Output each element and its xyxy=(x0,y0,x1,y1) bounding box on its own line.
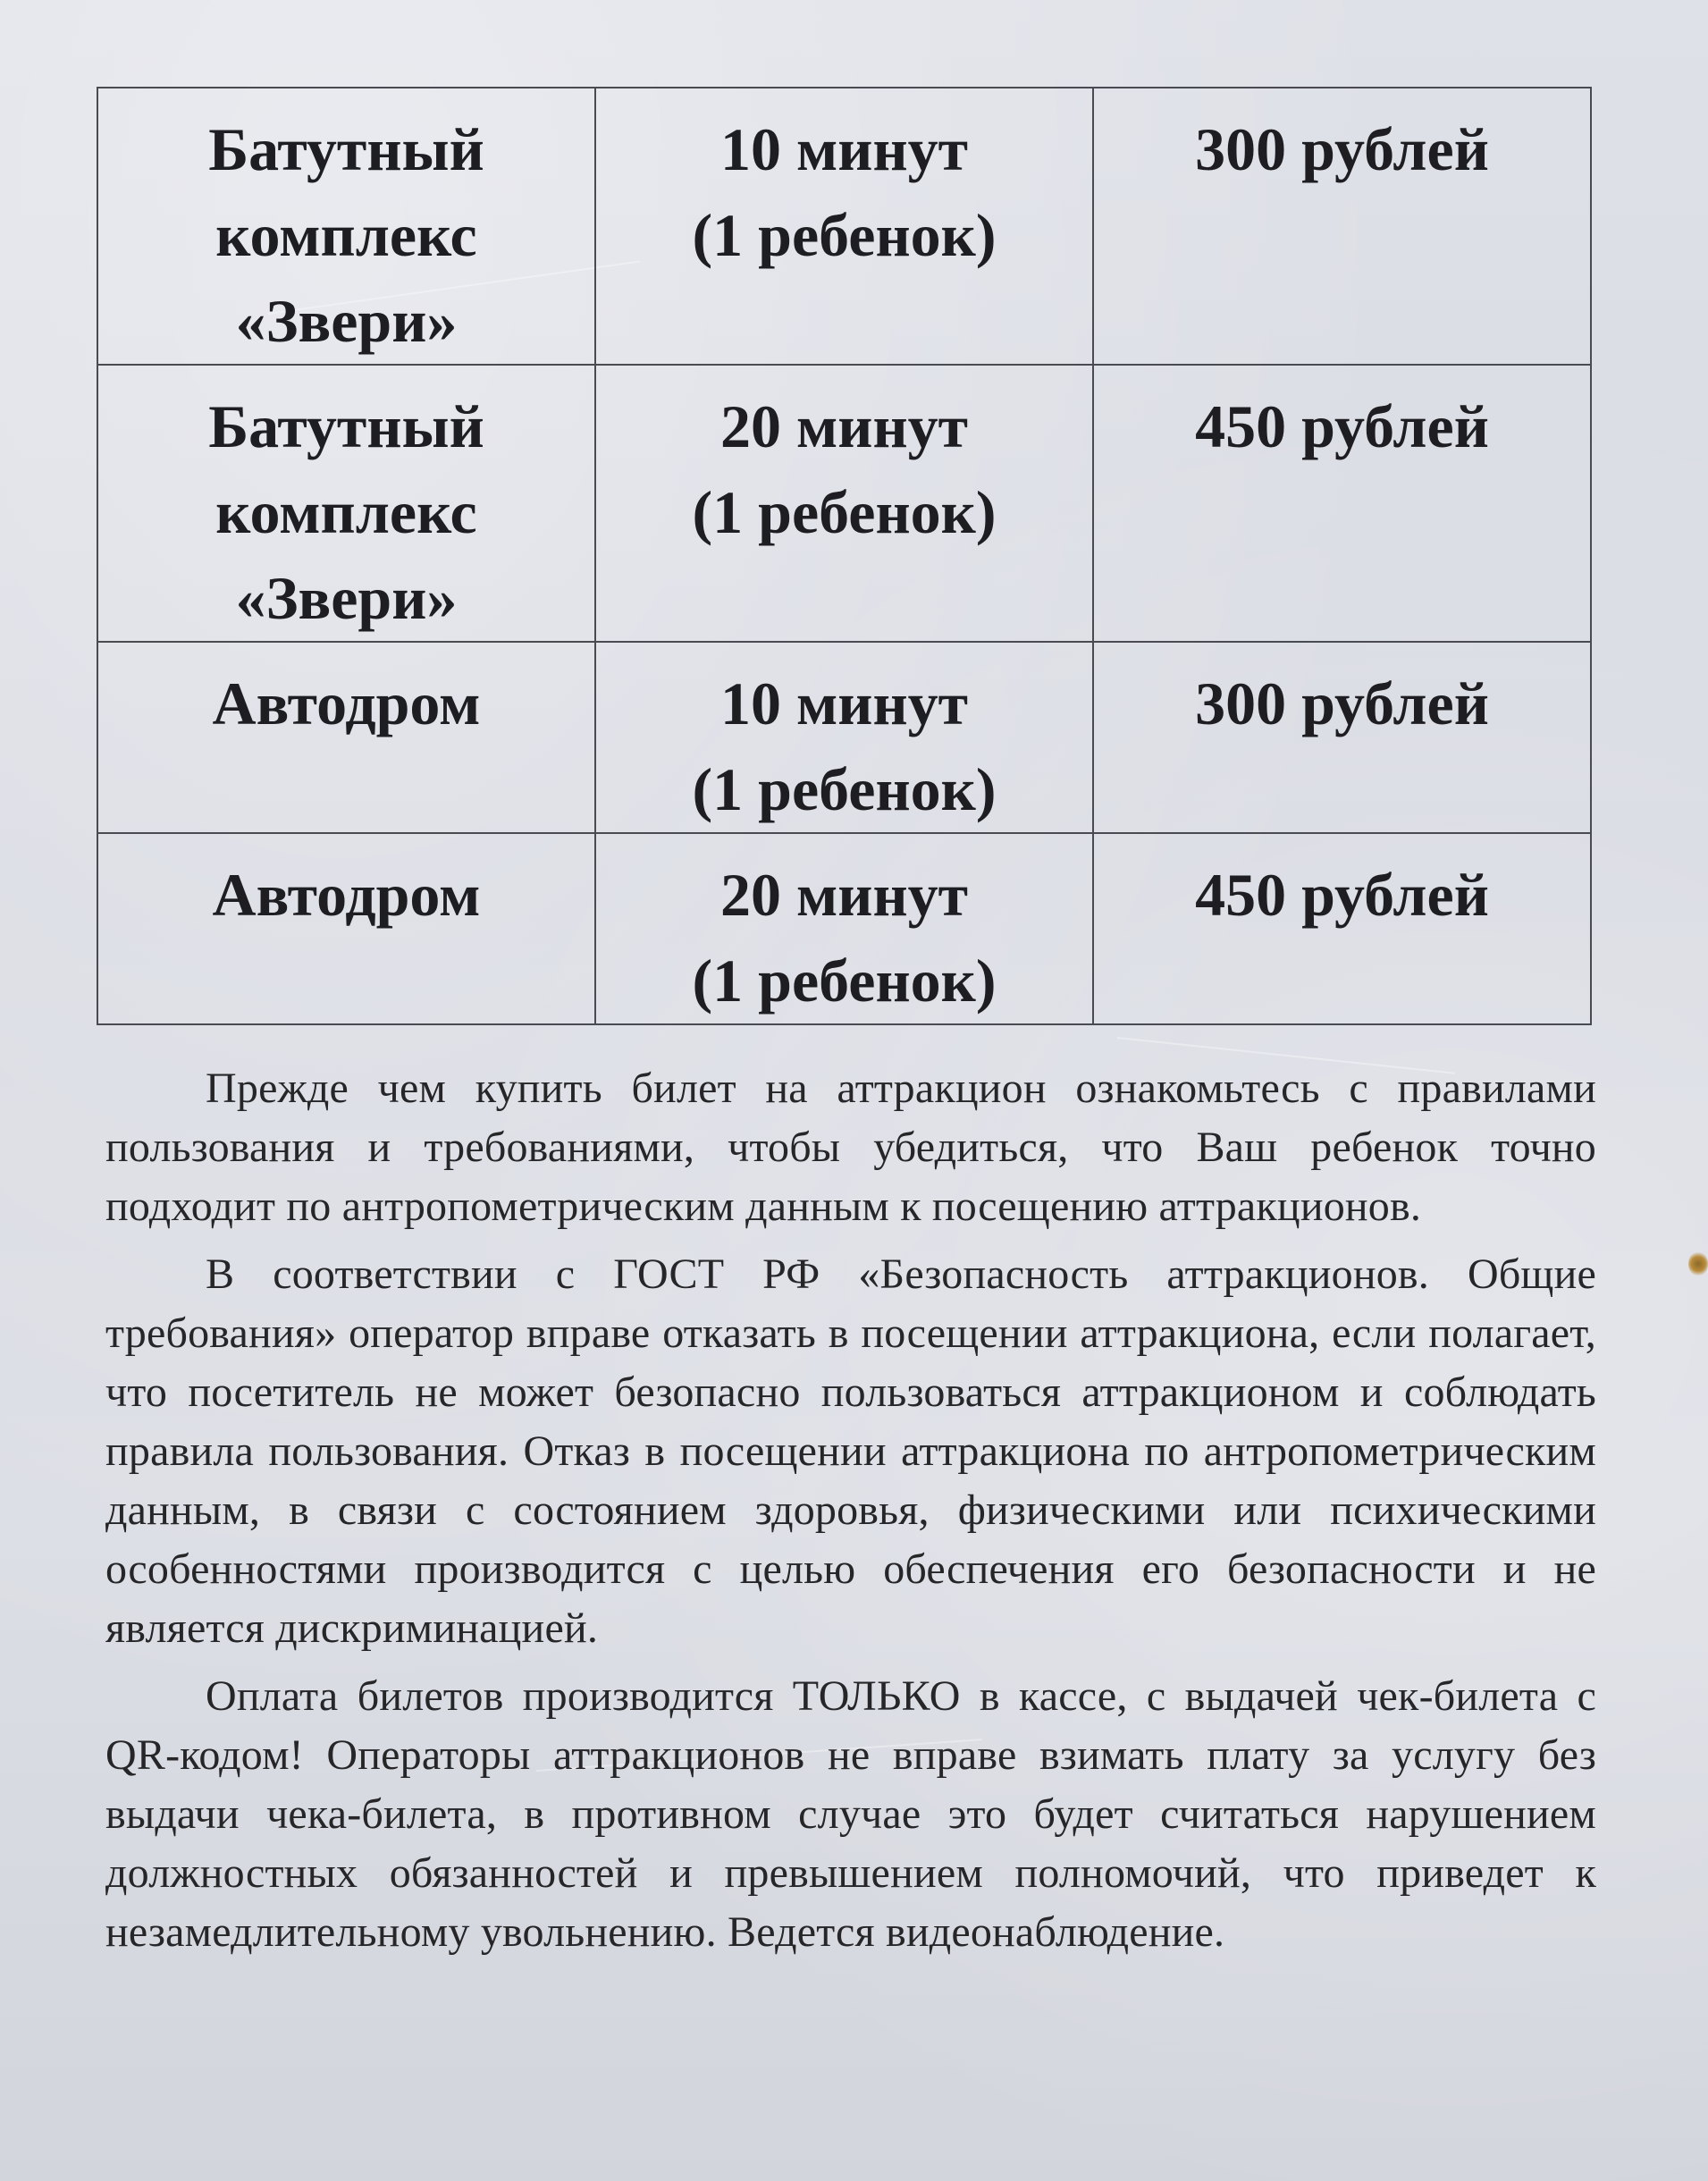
attraction-name-line: «Звери» xyxy=(235,287,458,355)
price-value: 300 рублей xyxy=(1195,115,1489,183)
price-table xyxy=(97,87,1592,1025)
duration-line: (1 ребенок) xyxy=(692,755,997,823)
table-row xyxy=(97,833,1591,1024)
price-value: 300 рублей xyxy=(1195,669,1489,737)
rules-paragraph: В соответствии с ГОСТ РФ «Безопасность аттракционов. Общие требования» оператор вправе отказать в посещении аттракциона, если полагает, что посетитель не может безопасно пользоваться аттракционом и соблюдать правила пользования. Отказ в посещении аттракциона по антропометрическим данным, в связи с состоянием здоровья, физическими или психическими особенностями производится с целью обеспечения его безопасности и не является дискриминацией. xyxy=(105,1250,1596,1652)
duration-line: 20 минут xyxy=(719,392,969,460)
attraction-cell xyxy=(97,642,595,833)
table-row xyxy=(97,88,1591,365)
duration-cell xyxy=(595,88,1093,365)
attraction-name-line: комплекс xyxy=(215,478,477,546)
attraction-name-line: комплекс xyxy=(215,201,477,269)
duration-cell xyxy=(595,833,1093,1024)
duration-line: (1 ребенок) xyxy=(692,201,997,269)
duration-line: (1 ребенок) xyxy=(692,947,997,1015)
duration-cell xyxy=(595,365,1093,642)
duration-cell xyxy=(595,642,1093,833)
attraction-name-line: «Звери» xyxy=(235,564,458,632)
price-cell xyxy=(1093,642,1591,833)
price-value: 450 рублей xyxy=(1195,392,1489,460)
rust-stain xyxy=(1688,1251,1708,1276)
rules-paragraph: Прежде чем купить билет на аттракцион ознакомьтесь с правилами пользования и требованиями, чтобы убедиться, что Ваш ребенок точно подходит по антропометрическим данным к посещению аттракционов. xyxy=(105,1065,1596,1230)
attraction-cell xyxy=(97,88,595,365)
table-row xyxy=(97,365,1591,642)
rules-text xyxy=(105,1059,1596,1971)
duration-line: 10 минут xyxy=(719,669,969,737)
price-cell xyxy=(1093,88,1591,365)
attraction-name-line: Батутный xyxy=(208,392,484,460)
price-value: 450 рублей xyxy=(1195,861,1489,929)
attraction-name-line: Автодром xyxy=(212,861,481,929)
price-cell xyxy=(1093,365,1591,642)
duration-line: 20 минут xyxy=(719,861,969,929)
table-row xyxy=(97,642,1591,833)
rules-paragraph: Оплата билетов производится ТОЛЬКО в кассе, с выдачей чек-билета с QR-кодом! Операторы аттракционов не вправе взимать плату за услугу без выдачи чека-билета, в противном случае это будет считаться нарушением должностных обязанностей и превышением полномочий, что приведет к незамедлительному увольнению. Ведется видеонаблюдение. xyxy=(105,1672,1596,1956)
attraction-name-line: Батутный xyxy=(208,115,484,183)
attraction-cell xyxy=(97,365,595,642)
attraction-name-line: Автодром xyxy=(212,669,481,737)
duration-line: (1 ребенок) xyxy=(692,478,997,546)
duration-line: 10 минут xyxy=(719,115,969,183)
attraction-cell xyxy=(97,833,595,1024)
price-cell xyxy=(1093,833,1591,1024)
